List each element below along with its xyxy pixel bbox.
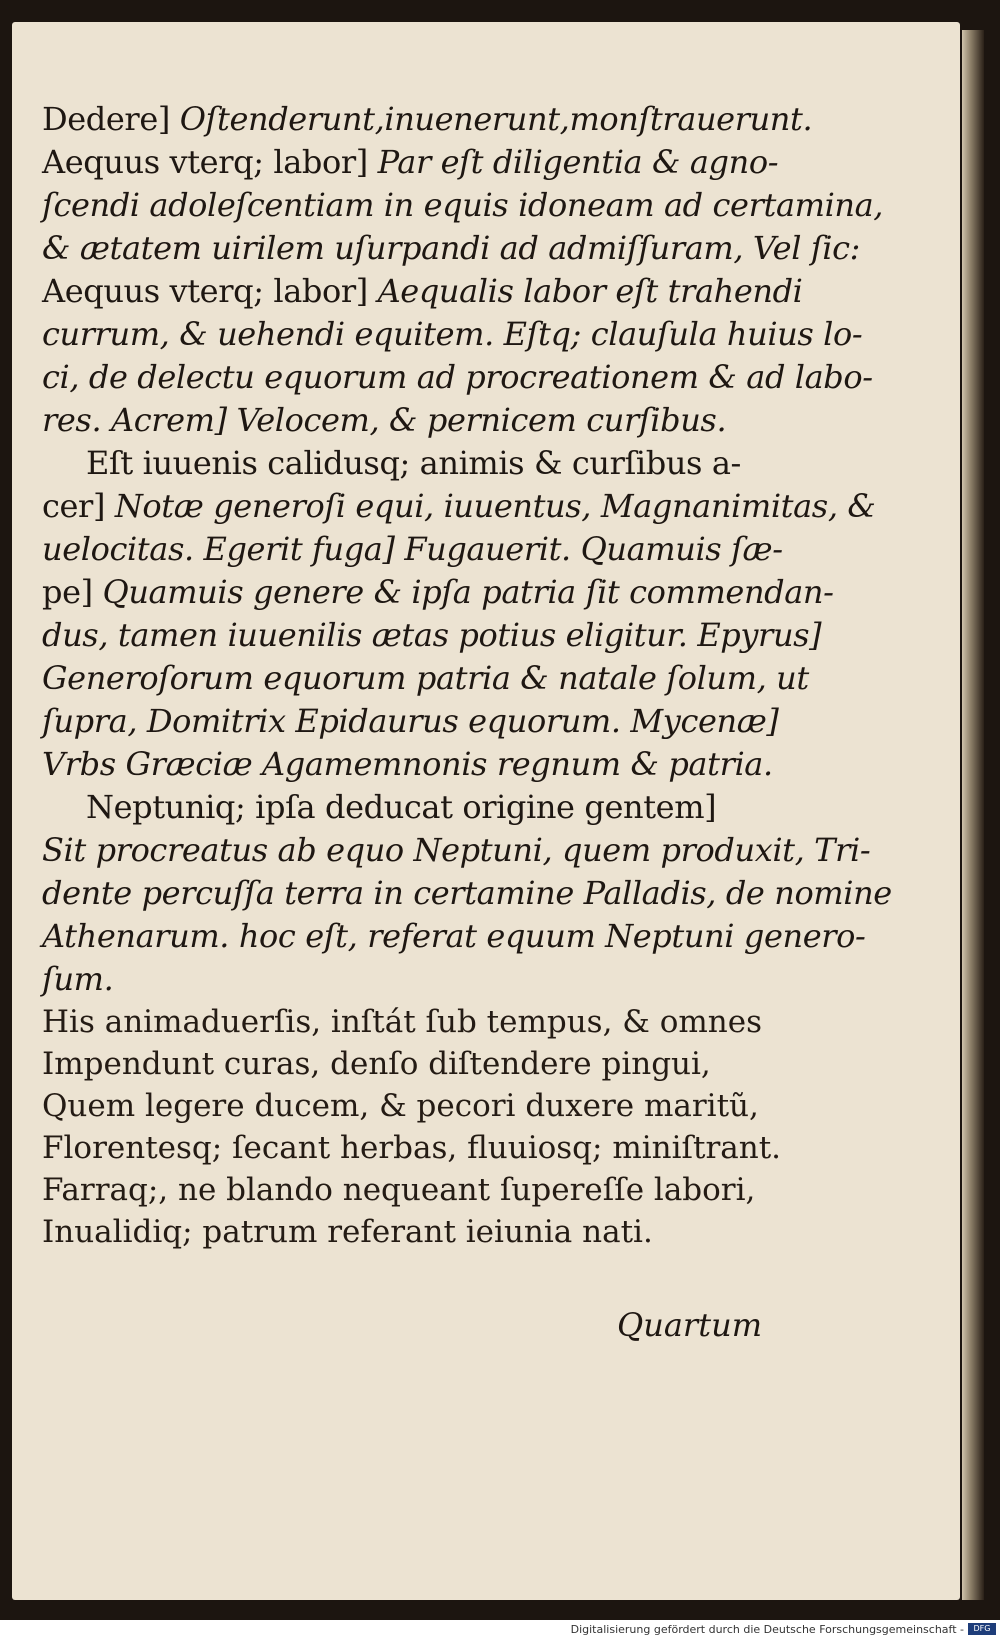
commentary-text	[42, 98, 892, 1253]
text-line	[42, 614, 822, 657]
footer-credit: Digitalisierung gefördert durch die Deutsche Forschungsgemeinschaft -	[570, 1623, 964, 1636]
italic-gloss: currum, & uehendi equitem. Eſtq; clauſula huius lo-	[42, 315, 863, 353]
verse-line: Quem legere ducem, & pecori duxere maritũ,	[42, 1088, 759, 1124]
italic-gloss: ci, de delectu equorum ad procreationem & ad labo-	[42, 358, 873, 396]
italic-gloss: Generoſorum equorum patria & natale ſolum, ut	[42, 659, 809, 697]
text-line	[42, 657, 809, 700]
roman-text: pe]	[42, 573, 103, 611]
italic-gloss: res. Acrem] Velocem, & pernicem curſibus.	[42, 401, 727, 439]
roman-text: Eſt iuuenis calidusq; animis & curſibus a-	[86, 444, 741, 482]
italic-gloss: dus, tamen iuuenilis ætas potius eligitur. Epyrus]	[42, 616, 822, 654]
italic-gloss: Athenarum. hoc eſt, referat equum Neptuni genero-	[42, 917, 866, 955]
italic-gloss: Aequalis labor eſt trahendi	[377, 272, 803, 310]
text-line	[42, 356, 873, 399]
verse-line: Inualidiq; patrum referant ieiunia nati.	[42, 1214, 653, 1250]
italic-gloss: ſcendi adoleſcentiam in equis idoneam ad certamina,	[42, 186, 884, 224]
dfg-logo: DFG	[968, 1623, 996, 1635]
verse-line: Impendunt curas, denſo diſtendere pingui,	[42, 1046, 711, 1082]
italic-gloss: ſum.	[42, 960, 114, 998]
text-line	[42, 786, 762, 829]
verse-line: Florentesq; ſecant herbas, fluuiosq; miniſtrant.	[42, 1130, 782, 1166]
roman-text: Dedere]	[42, 100, 180, 138]
roman-text: Aequus vterq; labor]	[42, 272, 378, 310]
italic-gloss: Oſtenderunt,inuenerunt,monſtrauerunt.	[179, 100, 813, 138]
text-line	[42, 528, 783, 571]
text-line	[42, 313, 863, 356]
italic-gloss: ſupra, Domitrix Epidaurus equorum. Mycenæ]	[42, 702, 779, 740]
text-line	[42, 915, 866, 958]
text-line	[42, 399, 762, 442]
text-line	[42, 442, 762, 485]
italic-gloss: Vrbs Græciæ Agamemnonis regnum & patria.	[42, 745, 773, 783]
roman-text: Aequus vterq; labor]	[42, 143, 378, 181]
italic-gloss: Quamuis genere & ipſa patria ſit commendan-	[102, 573, 834, 611]
italic-gloss: & ætatem uirilem uſurpandi ad admiſſuram, Vel ſic:	[42, 229, 861, 267]
text-line	[42, 141, 779, 184]
text-line	[42, 270, 803, 313]
text-line	[42, 571, 834, 614]
roman-text: cer]	[42, 487, 115, 525]
italic-gloss: Par eſt diligentia & agno-	[377, 143, 779, 181]
footer-bar	[0, 1620, 1000, 1638]
text-line	[42, 227, 861, 270]
text-line	[42, 700, 779, 743]
italic-gloss: Sit procreatus ab equo Neptuni, quem produxit, Tri-	[42, 831, 871, 869]
verse-line: His animaduerſis, inſtát ſub tempus, & omnes	[42, 1004, 763, 1040]
text-line	[42, 98, 813, 141]
text-line	[42, 958, 762, 1001]
text-line	[42, 829, 871, 872]
italic-gloss: uelocitas. Egerit fuga] Fugauerit. Quamuis ſæ-	[42, 530, 783, 568]
catchword: Quartum	[617, 1306, 763, 1344]
page-edge	[962, 30, 984, 1600]
roman-text: Neptuniq; ipſa deducat origine gentem]	[86, 788, 717, 826]
italic-gloss: dente percuſſa terra in certamine Palladis, de nomine	[42, 874, 892, 912]
verse-line: Farraq;, ne blando nequeant ſupereſſe labori,	[42, 1172, 756, 1208]
text-line	[42, 743, 773, 786]
italic-gloss: Notæ generoſi equi, iuuentus, Magnanimitas, &	[114, 487, 876, 525]
text-line	[42, 184, 884, 227]
text-line	[42, 872, 892, 915]
text-line	[42, 485, 876, 528]
